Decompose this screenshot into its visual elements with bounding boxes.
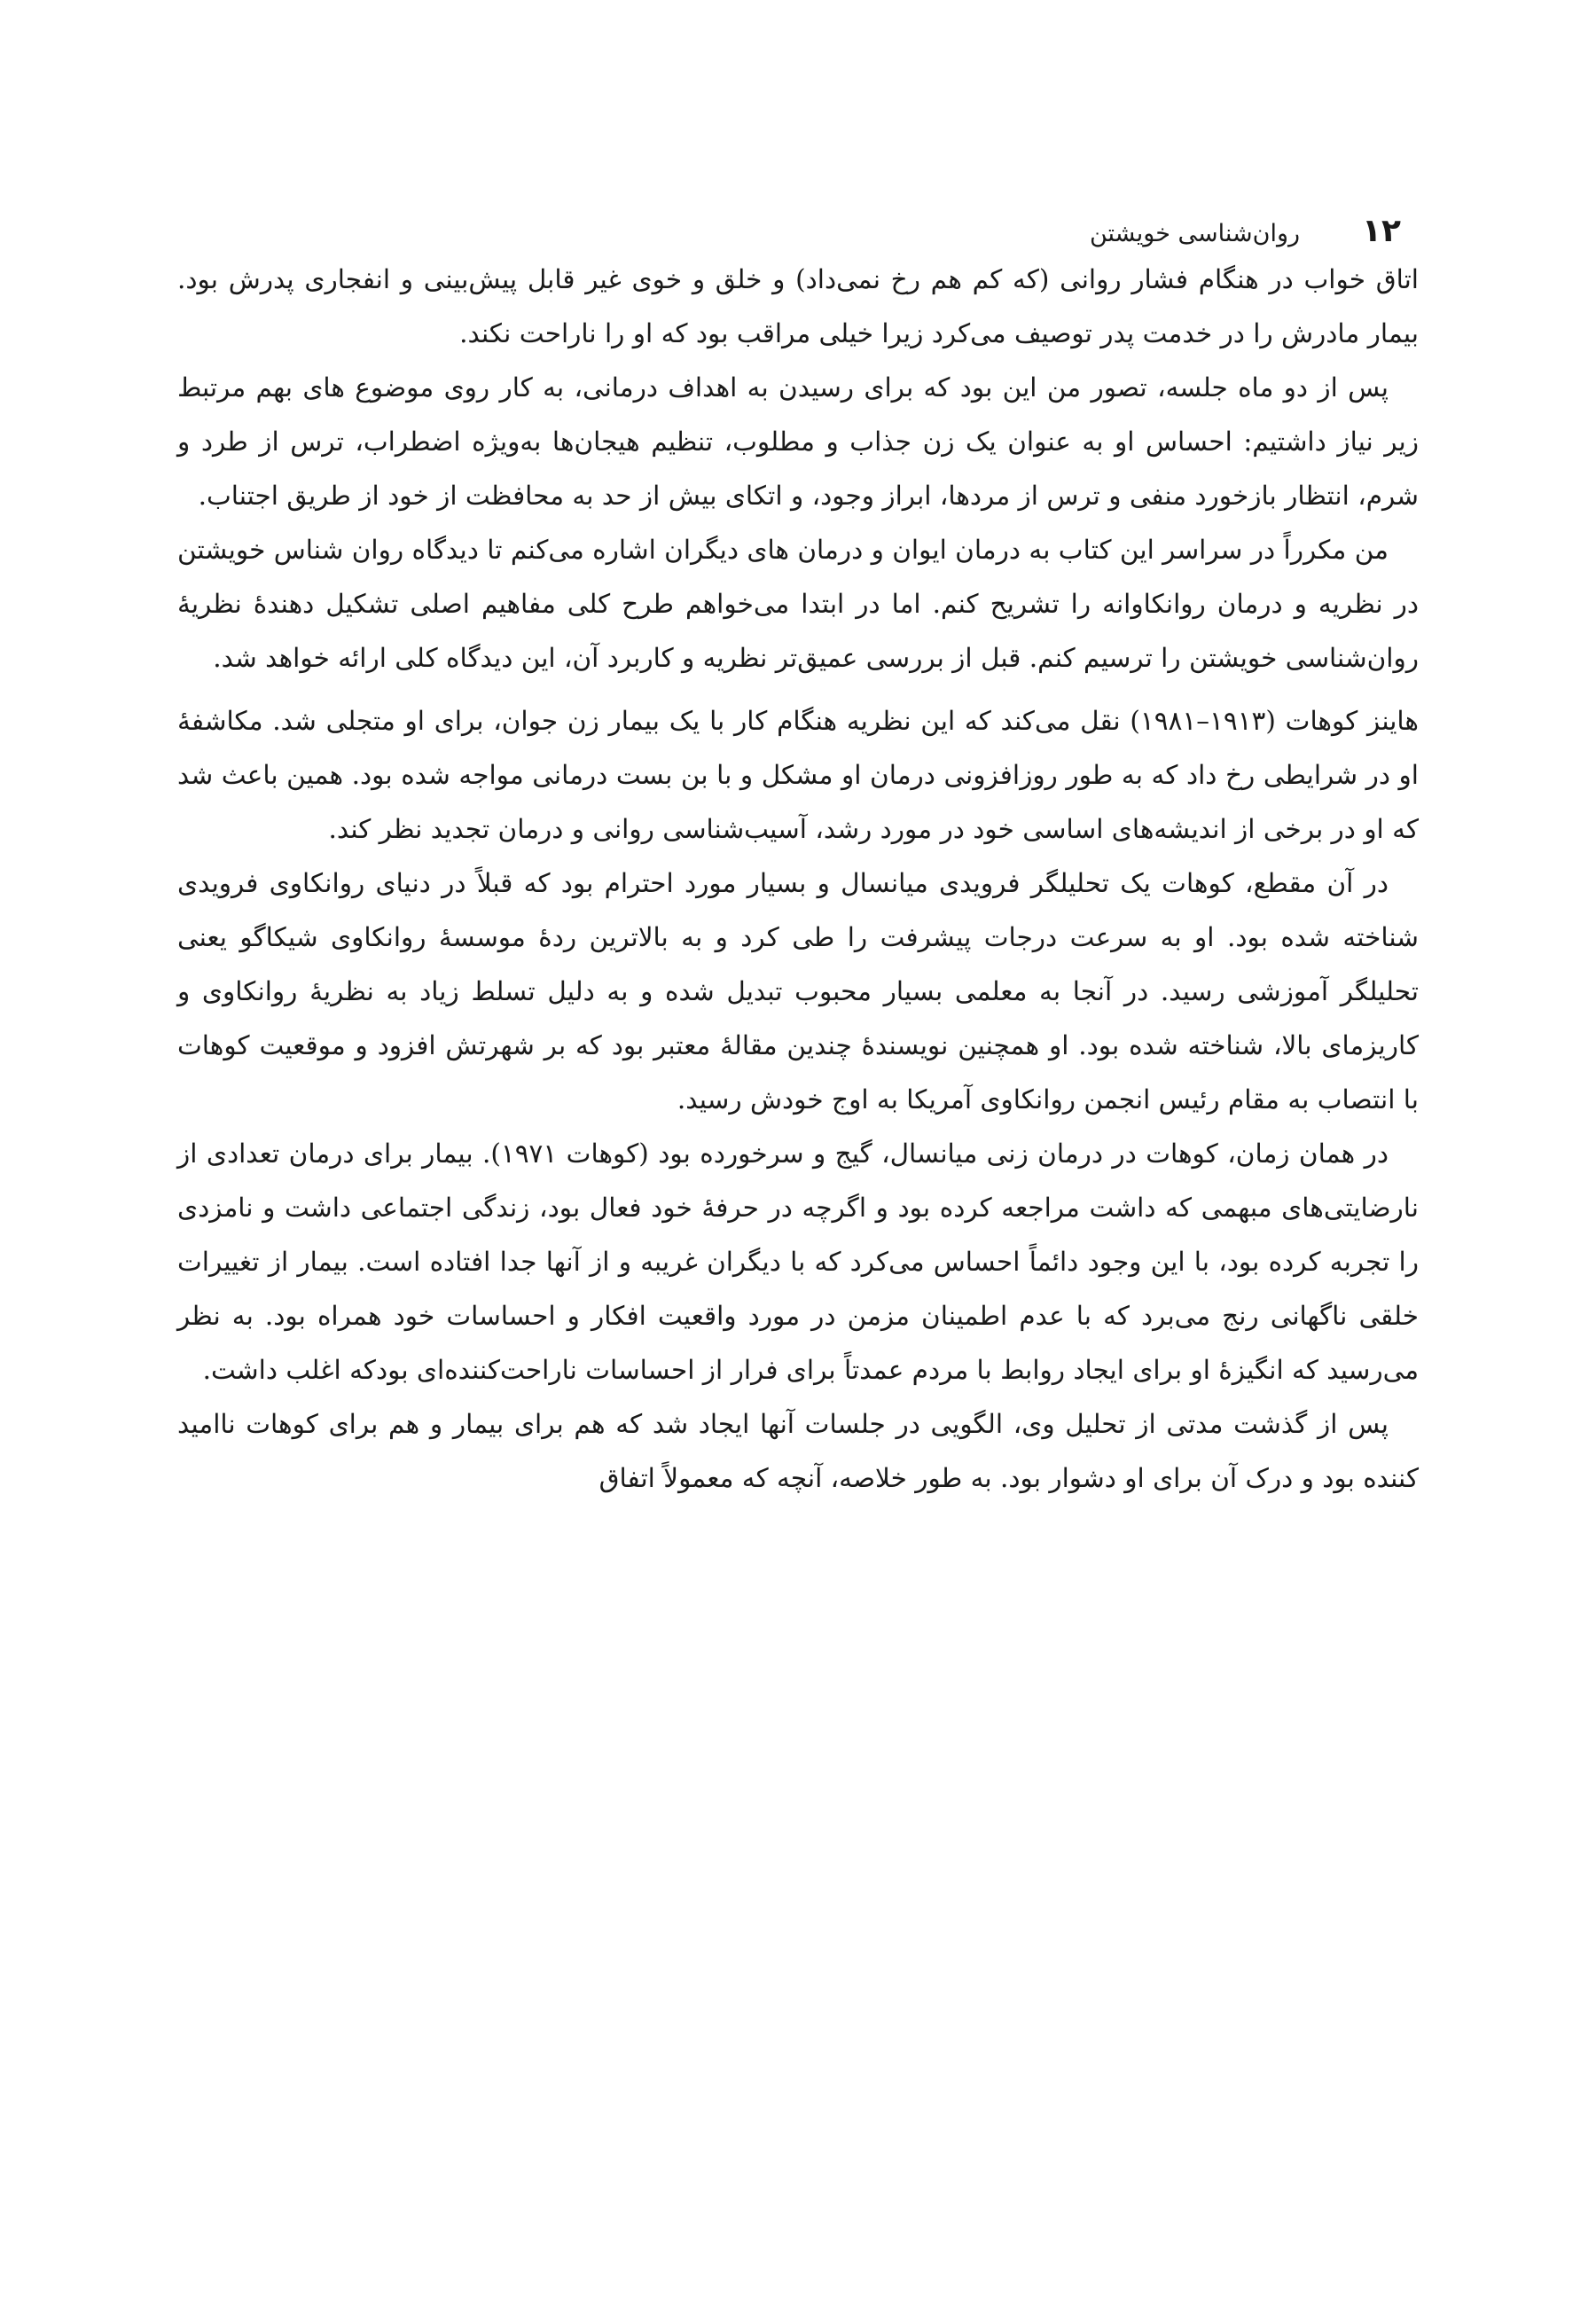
paragraph: در همان زمان، کوهات در درمان زنی میانسال، گیج و سرخورده بود (کوهات ۱۹۷۱). بیمار برای درمان تعدادی از نارضایتی‌های مبهمی که داشت مراجعه کرده بود و اگرچه در حرفهٔ خود فعال بود، زندگی اجتماعی داشت و نامزدی را تجربه کرده بود، با این وجود دائماً احساس می‌کرد که با دیگران غریبه و از آنها جدا افتاده است. بیمار از تغییرات خلقی ناگهانی رنج می‌برد که با عدم اطمینان مزمن در مورد واقعیت افکار و احساسات خود همراه بود. به نظر می‌رسید که انگیزهٔ او برای ایجاد روابط با مردم عمدتاً برای فرار از احساسات ناراحت‌کننده‌ای بودکه اغلب داشت. bbox=[177, 1138, 1419, 1385]
running-title: روان‌شناسی خویشتن bbox=[1089, 220, 1301, 247]
paragraph: پس از گذشت مدتی از تحلیل وی، الگویی در جلسات آنها ایجاد شد که هم برای بیمار و هم برای کوهات ناامید کننده بود و درک آن برای او دشوار بود. به طور خلاصه، آنچه که معمولاً اتفاق bbox=[177, 1409, 1419, 1493]
paragraph: من مکرراً در سراسر این کتاب به درمان ایوان و درمان های دیگران اشاره می‌کنم تا دیدگاه روان شناس خویشتن در نظریه و درمان روانکاوانه را تشریح کنم. اما در ابتدا می‌خواهم طرح کلی مفاهیم اصلی تشکیل دهندهٔ نظریهٔ روان‌شناسی خویشتن را ترسیم کنم. قبل از بررسی عمیق‌تر نظریه و کاربرد آن، این دیدگاه کلی ارائه خواهد شد. bbox=[177, 535, 1419, 673]
paragraph-continuation: اتاق خواب در هنگام فشار روانی (که کم هم رخ نمی‌داد) و خلق و خوی غیر قابل پیش‌بینی و انفجاری پدرش بود. بیمار مادرش را در خدمت پدر توصیف می‌کرد زیرا خیلی مراقب بود که او را ناراحت نکند. bbox=[177, 264, 1419, 348]
paragraph: پس از دو ماه جلسه، تصور من این بود که برای رسیدن به اهداف درمانی، به کار روی موضوع های بهم مرتبط زیر نیاز داشتیم: احساس او به عنوان یک زن جذاب و مطلوب، تنظیم هیجان‌ها به‌ویژه اضطراب، ترس از طرد و شرم، انتظار بازخورد منفی و ترس از مردها، ابراز وجود، و اتکای بیش از حد به محافظت از خود از طریق اجتناب. bbox=[177, 372, 1419, 511]
paragraph: در آن مقطع، کوهات یک تحلیلگر فرویدی میانسال و بسیار مورد احترام بود که قبلاً در دنیای روانکاوی فرویدی شناخته شده بود. او به سرعت درجات پیشرفت را طی کرد و به بالاترین ردهٔ موسسهٔ روانکاوی شیکاگو یعنی تحلیلگر آموزشی رسید. در آنجا به معلمی بسیار محبوب تبدیل شده و به دلیل تسلط زیاد به نظریهٔ روانکاوی و کاریزمای بالا، شناخته شده بود. او همچنین نویسندهٔ چندین مقالهٔ معتبر بود که بر شهرتش افزود و موقعیت کوهات با انتصاب به مقام رئیس انجمن روانکاوی آمریکا به اوج خودش رسید. bbox=[177, 868, 1419, 1115]
page-number: ۱۲ bbox=[1362, 213, 1401, 249]
page-header bbox=[1090, 213, 1401, 249]
body-text bbox=[177, 253, 1419, 1506]
section-gap bbox=[177, 685, 1419, 694]
paragraph: هاینز کوهات (۱۹۱۳–۱۹۸۱) نقل می‌کند که این نظریه هنگام کار با یک بیمار زن جوان، برای او متجلی شد. مکاشفهٔ او در شرایطی رخ داد که به طور روزافزونی درمان او مشکل و با بن بست درمانی مواجه شده بود. همین باعث شد که او در برخی از اندیشه‌های اساسی خود در مورد رشد، آسیب‌شناسی روانی و درمان تجدید نظر کند. bbox=[177, 706, 1419, 844]
